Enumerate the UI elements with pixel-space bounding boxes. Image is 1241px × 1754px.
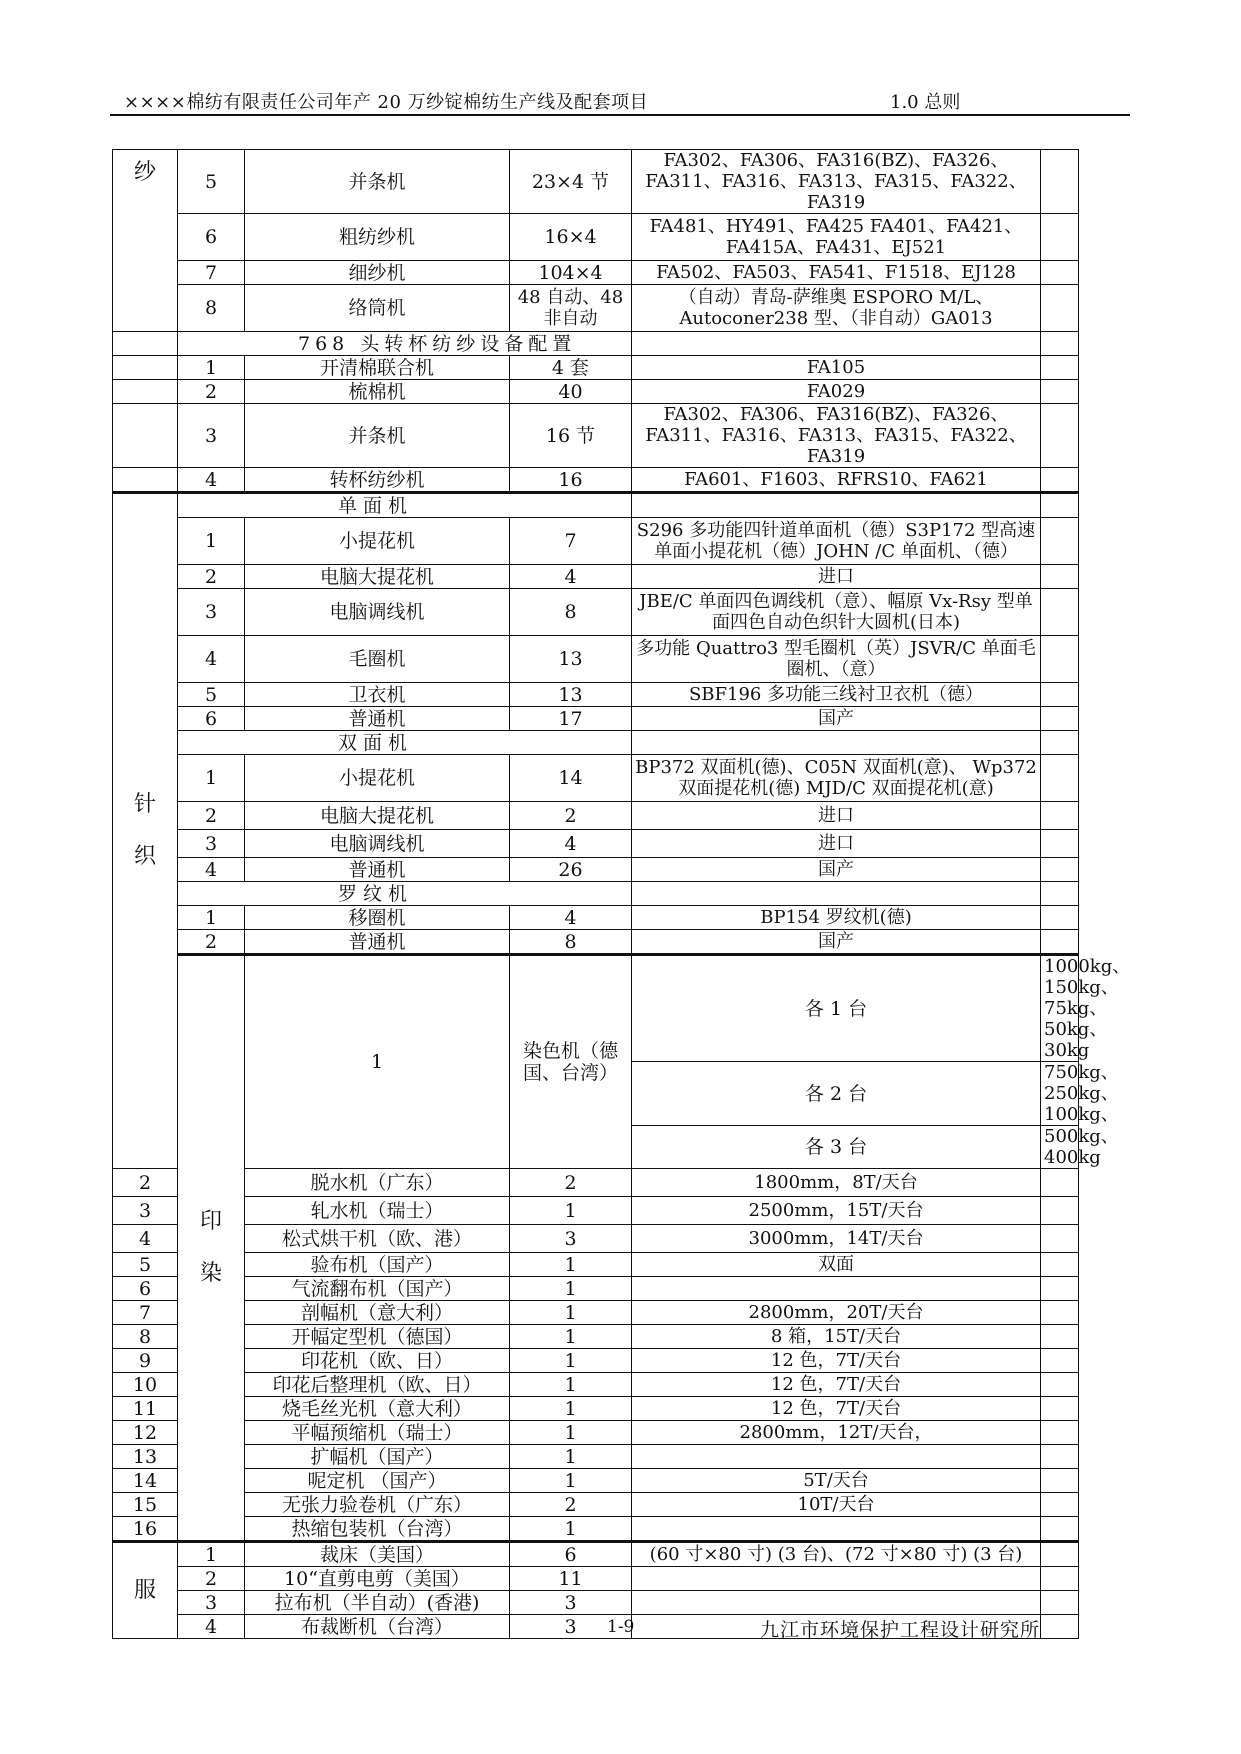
row-desc: FA302、FA306、FA316(BZ)、FA326、FA311、FA316、FA313、FA315、FA322、FA319 bbox=[632, 150, 1041, 214]
row-no: 9 bbox=[113, 1349, 178, 1373]
row-no: 15 bbox=[113, 1493, 178, 1517]
row-note bbox=[1041, 802, 1079, 830]
row-note bbox=[1041, 1301, 1079, 1325]
row-note bbox=[1041, 1277, 1079, 1301]
blank-cell bbox=[632, 731, 1041, 755]
row-no: 10 bbox=[113, 1373, 178, 1397]
row-desc: 3000mm，14T/天台 bbox=[632, 1225, 1041, 1253]
subheading-rotor: 768 头转杯纺纱设备配置 bbox=[178, 332, 632, 356]
row-desc bbox=[632, 1445, 1041, 1469]
row-name: 印花机（欧、日） bbox=[245, 1349, 510, 1373]
subheading-row bbox=[113, 731, 1079, 755]
row-qty: 1 bbox=[510, 1373, 632, 1397]
row-name: 转杯纺纱机 bbox=[245, 468, 510, 493]
section-label-knit bbox=[113, 493, 178, 1169]
row-qty: 48 自动、48 非自动 bbox=[510, 285, 632, 332]
row-name: 粗纺纱机 bbox=[245, 214, 510, 261]
row-name: 并条机 bbox=[245, 404, 510, 468]
table-row bbox=[113, 1373, 1079, 1397]
row-note bbox=[1041, 930, 1079, 955]
row-qty: 16 bbox=[510, 468, 632, 493]
section-text: 纱 bbox=[133, 160, 156, 185]
row-desc: FA481、HY491、FA425 FA401、FA421、FA415A、FA431、EJ521 bbox=[632, 214, 1041, 261]
table-row bbox=[113, 707, 1079, 731]
row-name: 电脑调线机 bbox=[245, 589, 510, 636]
table-row bbox=[113, 380, 1079, 404]
row-desc: 2800mm，12T/天台， bbox=[632, 1421, 1041, 1445]
row-qty: 14 bbox=[510, 755, 632, 802]
blank-cell bbox=[1041, 731, 1079, 755]
row-no: 13 bbox=[113, 1445, 178, 1469]
row-note bbox=[1041, 518, 1079, 565]
row-desc: FA105 bbox=[632, 356, 1041, 380]
row-no: 12 bbox=[113, 1421, 178, 1445]
row-qty: 2 bbox=[510, 1169, 632, 1197]
section-text: 服 bbox=[133, 1577, 156, 1603]
row-name: 呢定机 （国产） bbox=[245, 1469, 510, 1493]
row-desc: 5T/天台 bbox=[632, 1469, 1041, 1493]
row-qty: 1 bbox=[510, 1325, 632, 1349]
row-qty: 4 套 bbox=[510, 356, 632, 380]
row-no: 4 bbox=[178, 636, 245, 683]
row-qty: 1 bbox=[510, 1197, 632, 1225]
table-row bbox=[113, 1542, 1079, 1567]
row-desc: 2800mm，20T/天台 bbox=[632, 1301, 1041, 1325]
row-no: 7 bbox=[113, 1301, 178, 1325]
table-row bbox=[113, 1421, 1079, 1445]
row-name: 气流翻布机（国产） bbox=[245, 1277, 510, 1301]
row-qty: 4 bbox=[510, 565, 632, 589]
row-note bbox=[1041, 261, 1079, 285]
table-row bbox=[113, 1397, 1079, 1421]
row-desc: 12 色，7T/天台 bbox=[632, 1373, 1041, 1397]
row-no: 6 bbox=[178, 214, 245, 261]
subheading-double: 双面机 bbox=[178, 731, 632, 755]
row-desc: 多功能 Quattro3 型毛圈机（英）JSVR/C 单面毛圈机、（意） bbox=[632, 636, 1041, 683]
page-header bbox=[110, 86, 1130, 116]
blank-cell bbox=[632, 332, 1041, 356]
row-qty: 6 bbox=[510, 1542, 632, 1567]
row-no: 6 bbox=[178, 707, 245, 731]
row-desc: FA029 bbox=[632, 380, 1041, 404]
blank-cell bbox=[113, 332, 178, 356]
row-qty: 3 bbox=[510, 1225, 632, 1253]
chapter-label: 1.0 总则 bbox=[890, 92, 961, 113]
row-qty: 7 bbox=[510, 518, 632, 565]
row-desc: 12 色，7T/天台 bbox=[632, 1349, 1041, 1373]
row-qty: 1 bbox=[510, 1517, 632, 1542]
row-no: 2 bbox=[178, 565, 245, 589]
row-qty: 各 1 台 bbox=[632, 955, 1041, 1062]
row-no: 6 bbox=[113, 1277, 178, 1301]
row-qty: 2 bbox=[510, 1493, 632, 1517]
row-no: 2 bbox=[178, 802, 245, 830]
row-no: 1 bbox=[178, 356, 245, 380]
row-no: 1 bbox=[178, 755, 245, 802]
row-name: 拉布机（半自动）(香港) bbox=[245, 1591, 510, 1615]
header-rule bbox=[110, 114, 1130, 116]
row-note bbox=[1041, 468, 1079, 493]
row-qty: 1 bbox=[510, 1301, 632, 1325]
row-name: 毛圈机 bbox=[245, 636, 510, 683]
row-no: 3 bbox=[178, 830, 245, 858]
row-name: 络筒机 bbox=[245, 285, 510, 332]
row-name: 卫衣机 bbox=[245, 683, 510, 707]
row-note bbox=[1041, 1253, 1079, 1277]
row-qty: 3 bbox=[510, 1615, 632, 1639]
row-note bbox=[1041, 1169, 1079, 1197]
row-desc bbox=[632, 1591, 1041, 1615]
row-qty: 1 bbox=[510, 1445, 632, 1469]
row-qty: 17 bbox=[510, 707, 632, 731]
section-text: 印 染 bbox=[199, 1209, 222, 1286]
row-name: 普通机 bbox=[245, 858, 510, 882]
row-name: 10“直剪电剪（美国） bbox=[245, 1567, 510, 1591]
row-note bbox=[1041, 1517, 1079, 1542]
row-name: 裁床（美国） bbox=[245, 1542, 510, 1567]
row-desc: 12 色，7T/天台 bbox=[632, 1397, 1041, 1421]
row-qty: 各 3 台 bbox=[632, 1126, 1041, 1169]
row-name: 梳棉机 bbox=[245, 380, 510, 404]
row-name: 无张力验卷机（广东） bbox=[245, 1493, 510, 1517]
row-desc: 国产 bbox=[632, 707, 1041, 731]
row-note bbox=[1041, 755, 1079, 802]
row-desc: 国产 bbox=[632, 930, 1041, 955]
row-no: 1 bbox=[178, 518, 245, 565]
blank-cell bbox=[1041, 332, 1079, 356]
section-label-spin bbox=[113, 150, 178, 332]
row-desc: BP154 罗纹机(德) bbox=[632, 906, 1041, 930]
row-note bbox=[1041, 150, 1079, 214]
table-row bbox=[113, 858, 1079, 882]
row-no: 14 bbox=[113, 1469, 178, 1493]
table-row bbox=[113, 636, 1079, 683]
table-row bbox=[113, 1349, 1079, 1373]
table-row bbox=[113, 468, 1079, 493]
blank-cell bbox=[113, 404, 178, 468]
section-label-garment bbox=[113, 1542, 178, 1639]
row-name: 验布机（国产） bbox=[245, 1253, 510, 1277]
row-no: 4 bbox=[178, 858, 245, 882]
row-desc: SBF196 多功能三线衬卫衣机（德） bbox=[632, 683, 1041, 707]
table-row bbox=[113, 518, 1079, 565]
row-desc: FA601、F1603、RFRS10、FA621 bbox=[632, 468, 1041, 493]
blank-cell bbox=[632, 493, 1041, 518]
table-row bbox=[113, 1567, 1079, 1591]
row-name: 细纱机 bbox=[245, 261, 510, 285]
table-row bbox=[113, 930, 1079, 955]
row-desc: 进口 bbox=[632, 830, 1041, 858]
row-desc: FA502、FA503、FA541、F1518、EJ128 bbox=[632, 261, 1041, 285]
row-name: 烧毛丝光机（意大利） bbox=[245, 1397, 510, 1421]
blank-cell bbox=[1041, 493, 1079, 518]
row-qty: 4 bbox=[510, 906, 632, 930]
row-qty: 3 bbox=[510, 1591, 632, 1615]
table-row bbox=[113, 404, 1079, 468]
subheading-rib: 罗纹机 bbox=[178, 882, 632, 906]
row-qty: 4 bbox=[510, 830, 632, 858]
row-note bbox=[1041, 636, 1079, 683]
row-no: 7 bbox=[178, 261, 245, 285]
row-name: 开清棉联合机 bbox=[245, 356, 510, 380]
row-desc bbox=[632, 1517, 1041, 1542]
blank-cell bbox=[113, 356, 178, 380]
row-desc bbox=[632, 1567, 1041, 1591]
table-row bbox=[113, 1445, 1079, 1469]
row-name: 扩幅机（国产） bbox=[245, 1445, 510, 1469]
row-name: 电脑大提花机 bbox=[245, 565, 510, 589]
row-qty: 13 bbox=[510, 683, 632, 707]
table-row bbox=[113, 565, 1079, 589]
row-qty: 16 节 bbox=[510, 404, 632, 468]
row-no: 11 bbox=[113, 1397, 178, 1421]
row-no: 4 bbox=[178, 468, 245, 493]
row-note bbox=[1041, 1197, 1079, 1225]
row-desc: JBE/C 单面四色调线机（意）、幅原 Vx-Rsy 型单面四色自动色织针大圆机(日本) bbox=[632, 589, 1041, 636]
row-qty: 16×4 bbox=[510, 214, 632, 261]
row-name: 电脑调线机 bbox=[245, 830, 510, 858]
row-qty: 1 bbox=[510, 1469, 632, 1493]
row-desc: S296 多功能四针道单面机（德）S3P172 型高速单面小提花机（德）JOHN /C 单面机、（德） bbox=[632, 518, 1041, 565]
table-row bbox=[113, 830, 1079, 858]
table-row bbox=[113, 755, 1079, 802]
row-name: 布裁断机（台湾） bbox=[245, 1615, 510, 1639]
row-qty: 40 bbox=[510, 380, 632, 404]
table-row bbox=[113, 214, 1079, 261]
row-desc: 10T/天台 bbox=[632, 1493, 1041, 1517]
row-no: 3 bbox=[113, 1197, 178, 1225]
row-desc: 双面 bbox=[632, 1253, 1041, 1277]
row-note bbox=[1041, 565, 1079, 589]
subheading-row bbox=[113, 882, 1079, 906]
subheading-single: 单面机 bbox=[178, 493, 632, 518]
section-text: 针 织 bbox=[133, 792, 156, 869]
table-row bbox=[113, 261, 1079, 285]
row-no: 2 bbox=[178, 380, 245, 404]
row-no: 5 bbox=[113, 1253, 178, 1277]
row-desc: 8 箱，15T/天台 bbox=[632, 1325, 1041, 1349]
blank-cell bbox=[1041, 882, 1079, 906]
row-name: 剖幅机（意大利） bbox=[245, 1301, 510, 1325]
row-note bbox=[1041, 214, 1079, 261]
row-qty: 8 bbox=[510, 589, 632, 636]
row-desc bbox=[632, 1277, 1041, 1301]
row-desc: BP372 双面机(德)、C05N 双面机(意)、 Wp372 双面提花机(德) MJD/C 双面提花机(意) bbox=[632, 755, 1041, 802]
blank-cell bbox=[113, 380, 178, 404]
equipment-table bbox=[112, 149, 1131, 1639]
row-note bbox=[1041, 1349, 1079, 1373]
table-row bbox=[113, 1197, 1079, 1225]
row-no: 5 bbox=[178, 683, 245, 707]
table-row bbox=[113, 1169, 1079, 1197]
row-note bbox=[1041, 1421, 1079, 1445]
row-note bbox=[1041, 906, 1079, 930]
row-note bbox=[1041, 356, 1079, 380]
table-row bbox=[113, 1469, 1079, 1493]
row-name: 印花后整理机（欧、日） bbox=[245, 1373, 510, 1397]
row-name: 平幅预缩机（瑞士） bbox=[245, 1421, 510, 1445]
row-note bbox=[1041, 1615, 1079, 1639]
row-note bbox=[1041, 1542, 1079, 1567]
row-desc: FA302、FA306、FA316(BZ)、FA326、FA311、FA316、FA313、FA315、FA322、FA319 bbox=[632, 404, 1041, 468]
row-note bbox=[1041, 589, 1079, 636]
row-qty: 11 bbox=[510, 1567, 632, 1591]
row-qty: 各 2 台 bbox=[632, 1062, 1041, 1126]
row-no: 3 bbox=[178, 589, 245, 636]
row-name: 电脑大提花机 bbox=[245, 802, 510, 830]
row-qty: 26 bbox=[510, 858, 632, 882]
row-no: 4 bbox=[113, 1225, 178, 1253]
document-title: ××××棉纺有限责任公司年产 20 万纱锭棉纺生产线及配套项目 bbox=[124, 92, 649, 113]
footer-organization: 九江市环境保护工程设计研究所 bbox=[760, 1619, 1041, 1641]
row-note bbox=[1041, 1225, 1079, 1253]
row-no: 1 bbox=[178, 1542, 245, 1567]
row-qty: 13 bbox=[510, 636, 632, 683]
row-desc: 750kg、250kg、100kg、 bbox=[1041, 1062, 1079, 1126]
row-note bbox=[1041, 285, 1079, 332]
row-no: 1 bbox=[178, 906, 245, 930]
table-row bbox=[113, 1277, 1079, 1301]
row-desc: 进口 bbox=[632, 565, 1041, 589]
row-name: 并条机 bbox=[245, 150, 510, 214]
row-note bbox=[1041, 1469, 1079, 1493]
row-qty: 2 bbox=[510, 802, 632, 830]
row-no: 3 bbox=[178, 1591, 245, 1615]
section-label-dye bbox=[178, 955, 245, 1542]
row-name: 热缩包装机（台湾） bbox=[245, 1517, 510, 1542]
row-desc: 500kg、400kg bbox=[1041, 1126, 1079, 1169]
row-note bbox=[1041, 1397, 1079, 1421]
table-row bbox=[113, 1591, 1079, 1615]
table-row bbox=[113, 285, 1079, 332]
row-name: 普通机 bbox=[245, 707, 510, 731]
row-desc: （自动）青岛-萨维奥 ESPORO M/L、Autoconer238 型、（非自动）GA013 bbox=[632, 285, 1041, 332]
subheading-row bbox=[113, 332, 1079, 356]
row-desc: 1000kg、150kg、75kg、50kg、30kg bbox=[1041, 955, 1079, 1062]
blank-cell bbox=[632, 882, 1041, 906]
row-desc: 国产 bbox=[632, 858, 1041, 882]
row-note bbox=[1041, 683, 1079, 707]
row-name: 小提花机 bbox=[245, 518, 510, 565]
row-note bbox=[1041, 1591, 1079, 1615]
row-name: 轧水机（瑞士） bbox=[245, 1197, 510, 1225]
row-note bbox=[1041, 858, 1079, 882]
row-note bbox=[1041, 830, 1079, 858]
table-row bbox=[113, 1493, 1079, 1517]
row-name: 脱水机（广东） bbox=[245, 1169, 510, 1197]
row-name: 开幅定型机（德国） bbox=[245, 1325, 510, 1349]
page-number: 1-9 bbox=[607, 1617, 635, 1637]
row-qty: 1 bbox=[510, 1397, 632, 1421]
table-row bbox=[113, 589, 1079, 636]
row-note bbox=[1041, 1325, 1079, 1349]
row-desc: (60 寸×80 寸) (3 台)、(72 寸×80 寸) (3 台) bbox=[632, 1542, 1041, 1567]
row-note bbox=[1041, 1373, 1079, 1397]
row-qty: 1 bbox=[510, 1421, 632, 1445]
row-no: 5 bbox=[178, 150, 245, 214]
row-desc: 2500mm，15T/天台 bbox=[632, 1197, 1041, 1225]
row-no: 4 bbox=[178, 1615, 245, 1639]
row-note bbox=[1041, 1493, 1079, 1517]
row-qty: 1 bbox=[510, 1277, 632, 1301]
table-row bbox=[113, 955, 1079, 1062]
row-desc: 进口 bbox=[632, 802, 1041, 830]
row-note bbox=[1041, 1567, 1079, 1591]
row-qty: 8 bbox=[510, 930, 632, 955]
table-row bbox=[113, 1253, 1079, 1277]
row-note bbox=[1041, 404, 1079, 468]
row-desc: 1800mm，8T/天台 bbox=[632, 1169, 1041, 1197]
table-row bbox=[113, 906, 1079, 930]
table-row bbox=[113, 1517, 1079, 1542]
row-name: 普通机 bbox=[245, 930, 510, 955]
table-row bbox=[113, 1301, 1079, 1325]
row-no: 8 bbox=[178, 285, 245, 332]
row-no: 1 bbox=[245, 955, 510, 1169]
row-qty: 104×4 bbox=[510, 261, 632, 285]
table-row bbox=[113, 1225, 1079, 1253]
row-no: 3 bbox=[178, 404, 245, 468]
subheading-row bbox=[113, 493, 1079, 518]
row-name: 松式烘干机（欧、港） bbox=[245, 1225, 510, 1253]
table-row bbox=[113, 802, 1079, 830]
row-note bbox=[1041, 707, 1079, 731]
table-row bbox=[113, 356, 1079, 380]
table-row bbox=[113, 683, 1079, 707]
row-no: 2 bbox=[178, 1567, 245, 1591]
row-qty: 23×4 节 bbox=[510, 150, 632, 214]
table-row bbox=[113, 1325, 1079, 1349]
row-no: 16 bbox=[113, 1517, 178, 1542]
row-note bbox=[1041, 1445, 1079, 1469]
row-name: 小提花机 bbox=[245, 755, 510, 802]
blank-cell bbox=[113, 468, 178, 493]
table-row bbox=[113, 150, 1079, 214]
row-qty: 1 bbox=[510, 1349, 632, 1373]
row-no: 8 bbox=[113, 1325, 178, 1349]
row-no: 2 bbox=[178, 930, 245, 955]
row-name: 染色机（德国、台湾） bbox=[510, 955, 632, 1169]
row-note bbox=[1041, 380, 1079, 404]
row-name: 移圈机 bbox=[245, 906, 510, 930]
row-no: 2 bbox=[113, 1169, 178, 1197]
row-qty: 1 bbox=[510, 1253, 632, 1277]
